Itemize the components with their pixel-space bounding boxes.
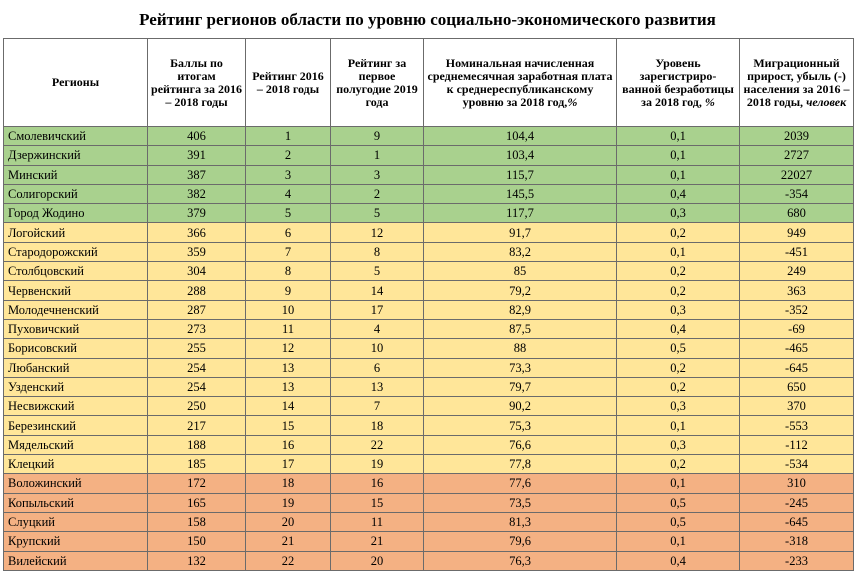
migration-cell: -534 [740,455,854,474]
score-cell: 382 [148,184,246,203]
migration-cell: -233 [740,551,854,570]
score-cell: 132 [148,551,246,570]
table-row [4,358,854,377]
table-row [4,435,854,454]
rank-cell: 12 [246,339,331,358]
table-row [4,165,854,184]
unemployment-cell: 0,3 [617,435,740,454]
table-row [4,184,854,203]
score-cell: 158 [148,512,246,531]
region-cell: Логойский [4,223,148,242]
rank-cell: 14 [246,397,331,416]
rank-2019-cell: 11 [331,512,424,531]
score-cell: 287 [148,300,246,319]
rank-cell: 17 [246,455,331,474]
migration-cell: 949 [740,223,854,242]
rank-cell: 15 [246,416,331,435]
migration-cell: 650 [740,377,854,396]
unemployment-cell: 0,1 [617,474,740,493]
table-row [4,493,854,512]
rank-cell: 19 [246,493,331,512]
score-cell: 359 [148,242,246,261]
region-cell: Минский [4,165,148,184]
score-cell: 254 [148,358,246,377]
score-cell: 288 [148,281,246,300]
unemployment-cell: 0,2 [617,223,740,242]
migration-cell: 370 [740,397,854,416]
unemployment-cell: 0,3 [617,397,740,416]
wage-cell: 73,5 [424,493,617,512]
rank-2019-cell: 18 [331,416,424,435]
unemployment-cell: 0,4 [617,319,740,338]
rank-2019-cell: 3 [331,165,424,184]
migration-cell: 2039 [740,127,854,146]
table-row [4,223,854,242]
region-cell: Слуцкий [4,512,148,531]
table-row [4,512,854,531]
unemployment-cell: 0,4 [617,184,740,203]
table-row [4,532,854,551]
table-row [4,397,854,416]
wage-cell: 81,3 [424,512,617,531]
migration-cell: 680 [740,204,854,223]
migration-cell: -645 [740,512,854,531]
wage-cell: 76,3 [424,551,617,570]
migration-cell: -645 [740,358,854,377]
score-cell: 185 [148,455,246,474]
score-cell: 379 [148,204,246,223]
header-row [4,39,854,127]
table-row [4,300,854,319]
region-cell: Узденский [4,377,148,396]
rank-cell: 16 [246,435,331,454]
wage-cell: 88 [424,339,617,358]
table-row [4,127,854,146]
score-cell: 172 [148,474,246,493]
unemployment-cell: 0,1 [617,146,740,165]
migration-cell: -354 [740,184,854,203]
unemployment-cell: 0,1 [617,127,740,146]
rank-cell: 21 [246,532,331,551]
region-cell: Несвижский [4,397,148,416]
wage-cell: 145,5 [424,184,617,203]
table-row [4,377,854,396]
header-rank-2016-2018: Рейтинг 2016 – 2018 годы [246,39,331,127]
table-row [4,242,854,261]
unemployment-cell: 0,4 [617,551,740,570]
table-row [4,339,854,358]
rank-2019-cell: 19 [331,455,424,474]
table-row [4,455,854,474]
score-cell: 217 [148,416,246,435]
region-cell: Борисовский [4,339,148,358]
unemployment-cell: 0,2 [617,377,740,396]
migration-cell: -352 [740,300,854,319]
wage-cell: 76,6 [424,435,617,454]
table-row [4,146,854,165]
migration-cell: -465 [740,339,854,358]
rank-2019-cell: 20 [331,551,424,570]
rank-2019-cell: 12 [331,223,424,242]
table-body [4,127,854,571]
rank-cell: 22 [246,551,331,570]
score-cell: 150 [148,532,246,551]
region-cell: Молодечненский [4,300,148,319]
wage-cell: 79,2 [424,281,617,300]
rank-cell: 8 [246,262,331,281]
rank-2019-cell: 8 [331,242,424,261]
wage-cell: 87,5 [424,319,617,338]
region-cell: Любанский [4,358,148,377]
rank-cell: 7 [246,242,331,261]
region-cell: Мядельский [4,435,148,454]
score-cell: 250 [148,397,246,416]
rank-2019-cell: 7 [331,397,424,416]
wage-cell: 85 [424,262,617,281]
migration-cell: 2727 [740,146,854,165]
unemployment-cell: 0,2 [617,455,740,474]
rank-cell: 20 [246,512,331,531]
rank-cell: 4 [246,184,331,203]
unemployment-cell: 0,5 [617,512,740,531]
migration-cell: -451 [740,242,854,261]
rank-2019-cell: 15 [331,493,424,512]
rank-cell: 1 [246,127,331,146]
migration-cell: 363 [740,281,854,300]
rank-2019-cell: 22 [331,435,424,454]
unemployment-cell: 0,3 [617,300,740,319]
region-cell: Столбцовский [4,262,148,281]
wage-cell: 79,6 [424,532,617,551]
header-regions: Регионы [4,39,148,127]
header-migration: Миграционный прирост, убыль (-) населения за 2016 – 2018 годы, человек [740,39,854,127]
rank-cell: 10 [246,300,331,319]
score-cell: 366 [148,223,246,242]
rank-2019-cell: 14 [331,281,424,300]
header-score: Баллы по итогам рейтинга за 2016 – 2018 годы [148,39,246,127]
region-cell: Копыльский [4,493,148,512]
rank-2019-cell: 17 [331,300,424,319]
rank-2019-cell: 16 [331,474,424,493]
region-cell: Червенский [4,281,148,300]
table-row [4,281,854,300]
region-cell: Пуховичский [4,319,148,338]
wage-cell: 79,7 [424,377,617,396]
wage-cell: 77,8 [424,455,617,474]
table-row [4,474,854,493]
rank-2019-cell: 9 [331,127,424,146]
wage-cell: 115,7 [424,165,617,184]
score-cell: 304 [148,262,246,281]
unemployment-cell: 0,5 [617,493,740,512]
wage-cell: 91,7 [424,223,617,242]
score-cell: 254 [148,377,246,396]
region-cell: Смолевичский [4,127,148,146]
score-cell: 188 [148,435,246,454]
rank-cell: 18 [246,474,331,493]
migration-cell: 22027 [740,165,854,184]
header-rank-h1-2019: Рейтинг за первое полугодие 2019 года [331,39,424,127]
unemployment-cell: 0,1 [617,242,740,261]
migration-cell: -69 [740,319,854,338]
region-cell: Город Жодино [4,204,148,223]
rank-2019-cell: 2 [331,184,424,203]
rank-2019-cell: 10 [331,339,424,358]
rank-cell: 13 [246,358,331,377]
migration-cell: -553 [740,416,854,435]
region-cell: Стародорожский [4,242,148,261]
rank-2019-cell: 1 [331,146,424,165]
table-row [4,551,854,570]
score-cell: 406 [148,127,246,146]
rank-2019-cell: 13 [331,377,424,396]
unemployment-cell: 0,2 [617,281,740,300]
migration-cell: -318 [740,532,854,551]
page-title: Рейтинг регионов области по уровню социально-экономического развития [139,10,716,29]
migration-cell: 310 [740,474,854,493]
region-cell: Солигорский [4,184,148,203]
wage-cell: 77,6 [424,474,617,493]
table-row [4,204,854,223]
header-unemployment: Уровень зарегистриро-ванной безработицы за 2018 год, % [617,39,740,127]
region-cell: Клецкий [4,455,148,474]
score-cell: 255 [148,339,246,358]
migration-cell: -245 [740,493,854,512]
rank-cell: 9 [246,281,331,300]
wage-cell: 104,4 [424,127,617,146]
table-row [4,416,854,435]
migration-cell: -112 [740,435,854,454]
wage-cell: 75,3 [424,416,617,435]
region-cell: Вилейский [4,551,148,570]
region-cell: Дзержинский [4,146,148,165]
table-row [4,262,854,281]
rank-cell: 2 [246,146,331,165]
unemployment-cell: 0,3 [617,204,740,223]
unemployment-cell: 0,1 [617,165,740,184]
score-cell: 165 [148,493,246,512]
wage-cell: 82,9 [424,300,617,319]
rank-cell: 3 [246,165,331,184]
rank-2019-cell: 6 [331,358,424,377]
unemployment-cell: 0,1 [617,416,740,435]
migration-cell: 249 [740,262,854,281]
unemployment-cell: 0,5 [617,339,740,358]
score-cell: 273 [148,319,246,338]
region-cell: Воложинский [4,474,148,493]
rank-2019-cell: 5 [331,204,424,223]
unemployment-cell: 0,2 [617,358,740,377]
region-cell: Березинский [4,416,148,435]
rank-cell: 11 [246,319,331,338]
rank-cell: 5 [246,204,331,223]
region-cell: Крупский [4,532,148,551]
wage-cell: 83,2 [424,242,617,261]
unemployment-cell: 0,2 [617,262,740,281]
rank-cell: 13 [246,377,331,396]
score-cell: 387 [148,165,246,184]
rank-2019-cell: 21 [331,532,424,551]
rank-2019-cell: 4 [331,319,424,338]
header-wage: Номинальная начисленная среднемесячная заработная плата к среднереспубликанскому уровню за 2018 год,% [424,39,617,127]
wage-cell: 73,3 [424,358,617,377]
rating-table [3,38,854,571]
wage-cell: 117,7 [424,204,617,223]
wage-cell: 90,2 [424,397,617,416]
unemployment-cell: 0,1 [617,532,740,551]
rank-cell: 6 [246,223,331,242]
wage-cell: 103,4 [424,146,617,165]
rank-2019-cell: 5 [331,262,424,281]
score-cell: 391 [148,146,246,165]
table-row [4,319,854,338]
